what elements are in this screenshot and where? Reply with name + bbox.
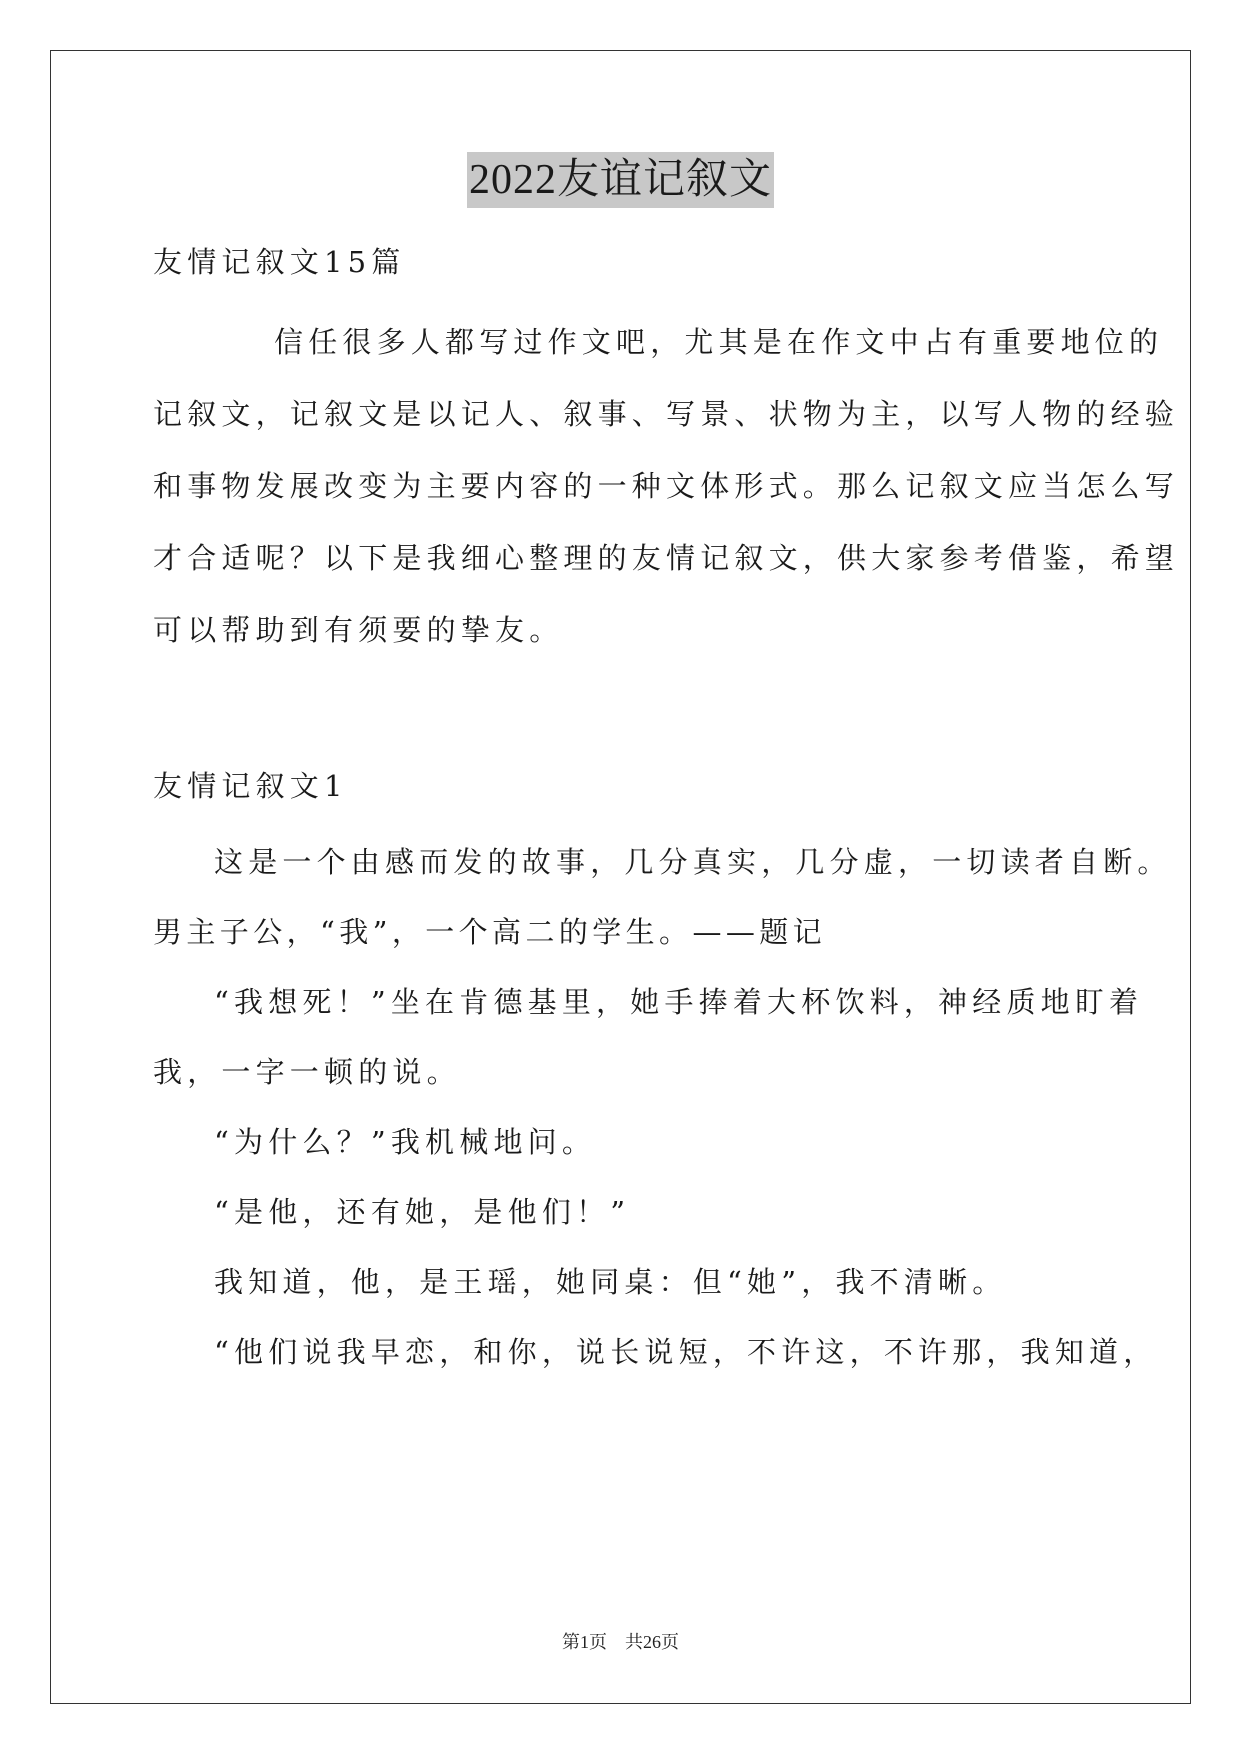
intro-line: 信任很多人都写过作文吧，尤其是在作文中占有重要地位的 — [274, 325, 1164, 359]
intro-line: 和事物发展改变为主要内容的一种文体形式。那么记叙文应当怎么写 — [153, 469, 1180, 503]
body-line: 我，一字一顿的说。 — [153, 1055, 461, 1089]
body-line: “我想死！”坐在肯德基里，她手捧着大杯饮料，神经质地盯着 — [214, 985, 1144, 1019]
section-heading: 友情记叙文1 — [153, 769, 348, 803]
body-line: “为什么？”我机械地问。 — [214, 1125, 597, 1159]
page-number-footer: 第1页 共26页 — [562, 1632, 679, 1652]
title-container — [0, 152, 1241, 208]
intro-line: 才合适呢？以下是我细心整理的友情记叙文，供大家参考借鉴，希望 — [153, 541, 1180, 575]
body-line: 男主子公，“我”，一个高二的学生。——题记 — [153, 915, 827, 949]
body-line: 我知道，他，是王瑶，她同桌：但“她”，我不清晰。 — [214, 1265, 1007, 1299]
body-line: “他们说我早恋，和你，说长说短，不许这，不许那，我知道， — [214, 1335, 1158, 1369]
intro-line: 可以帮助到有须要的挚友。 — [153, 613, 564, 647]
body-line: 这是一个由感而发的故事，几分真实，几分虚，一切读者自断。 — [214, 845, 1172, 879]
document-title: 2022友谊记叙文 — [467, 152, 774, 208]
body-line: “是他，还有她，是他们！” — [214, 1195, 631, 1229]
subtitle: 友情记叙文15篇 — [153, 245, 406, 279]
intro-line: 记叙文，记叙文是以记人、叙事、写景、状物为主，以写人物的经验 — [153, 397, 1180, 431]
